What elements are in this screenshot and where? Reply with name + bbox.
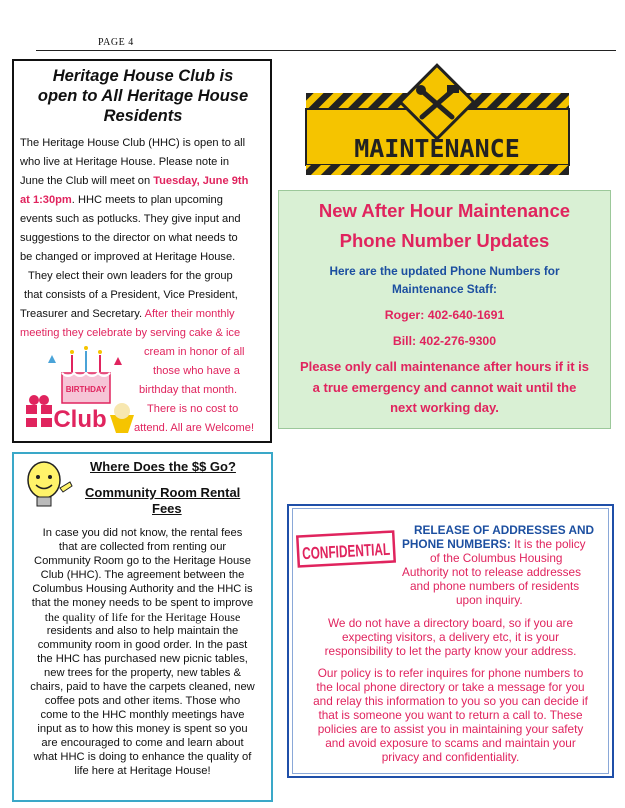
heritage-line-text: . HHC meets to plan upcoming [71, 194, 223, 206]
money-line: In case you did not know, the rental fees [42, 527, 243, 539]
heritage-line: events such as potlucks. They give input and [20, 213, 241, 225]
banner-text: MAINTENANCE [354, 134, 520, 163]
maintenance-banner [306, 71, 569, 178]
maintenance-note: Please only call maintenance after hours if it is [300, 359, 589, 374]
heritage-title [18, 66, 268, 126]
heritage-line: who live at Heritage House. Please note in [20, 156, 230, 168]
money-line: Columbus Housing Authority and the HHC is [32, 583, 253, 595]
maintenance-intro-2: Maintenance Staff: [392, 282, 497, 296]
celebrate-line: those who have a [153, 365, 240, 377]
release-para3-line: policies are to assist you in maintaining your safety [317, 722, 584, 736]
heritage-line [20, 305, 235, 325]
release-para3-line: and relay this information to you so you can decide if [313, 694, 588, 708]
maintenance-intro: Here are the updated Phone Numbers for [329, 264, 560, 278]
money-line: community room in good order. In the past [37, 639, 248, 651]
release-heading: RELEASE OF ADDRESSES AND [414, 523, 595, 537]
club-text: Club [53, 406, 107, 433]
money-subtitle: Community Room Rental [85, 485, 241, 500]
money-line: chairs, paid to have the carpets cleaned, new [30, 681, 255, 693]
release-para3-line: that is someone you want to return a call to. These [318, 708, 583, 722]
money-line: Club (HHC). The agreement between the [40, 569, 245, 581]
money-line: that are collected from renting our [58, 541, 227, 553]
money-line: input as to how this money is spent so you [37, 723, 248, 735]
release-heading-2: PHONE NUMBERS: [402, 537, 511, 551]
page-number: PAGE 4 [98, 37, 134, 48]
celebrate-text: After their monthly [144, 308, 235, 320]
money-title: Where Does the $$ Go? [90, 459, 236, 474]
release-line: and phone numbers of residents [410, 579, 580, 593]
release-heading-line [402, 537, 586, 551]
release-para2-line: We do not have a directory board, so if you are [327, 616, 574, 630]
money-line: new trees for the property, new tables & [44, 667, 241, 679]
money-subtitle-2: Fees [152, 501, 182, 516]
money-line: that the money needs to be spent to improve [31, 597, 254, 609]
release-para2-line: expecting visitors, a delivery etc, it is your [341, 630, 559, 644]
cake-text: BIRTHDAY [65, 385, 107, 394]
heritage-title-line-1: Heritage House Club is [52, 67, 234, 85]
money-line: come to the HHC monthly meetings have [40, 709, 245, 721]
release-para3-line: the local phone directory or take a message for you [316, 680, 585, 694]
heritage-line: The Heritage House Club (HHC) is open to all [20, 137, 246, 149]
release-para3-line: privacy and confidentiality. [381, 750, 520, 764]
release-para3-line: Our policy is to refer inquires for phone numbers to [317, 666, 584, 680]
confidential-stamp [296, 530, 430, 570]
money-line: the HHC has purchased new picnic tables, [37, 653, 248, 665]
heritage-line [20, 191, 223, 211]
heritage-line: that consists of a President, Vice President, [24, 289, 238, 301]
stamp-text: CONFIDENTIAL [301, 537, 430, 564]
heritage-line-text: June the Club will meet on [20, 175, 154, 187]
heritage-line: be changed or improved at Heritage House. [20, 251, 236, 263]
heritage-title-line-2: open to All Heritage House [37, 87, 249, 105]
celebrate-line: meeting they celebrate by serving cake & ice [20, 327, 241, 339]
money-line: coffee pots and other items. Those who [44, 695, 241, 707]
money-line: are encouraged to come and learn about [41, 737, 244, 749]
heritage-line: They elect their own leaders for the group [28, 270, 233, 282]
header-rule [36, 50, 616, 51]
money-line: life here at Heritage House! [74, 765, 211, 777]
money-line: Community Room go to the Heritage House [33, 555, 251, 567]
celebrate-line: There is no cost to [147, 403, 239, 415]
release-head-rest: It is the policy [510, 537, 586, 551]
release-line: of the Columbus Housing [430, 551, 563, 565]
meeting-date: Tuesday, June 9th [153, 175, 249, 187]
celebrate-line: cream in honor of all [144, 346, 245, 358]
release-para3-line: and avoid exposure to scams and maintain your [325, 736, 576, 750]
celebrate-line: attend. All are Welcome! [134, 422, 255, 434]
money-line: residents and also to help maintain the [46, 625, 239, 637]
maintenance-title: New After Hour Maintenance [318, 200, 571, 221]
release-line: Authority not to release addresses [402, 565, 582, 579]
meeting-time: at 1:30pm [20, 194, 72, 206]
money-line: the quality of life for the Heritage House [44, 610, 241, 624]
lightbulb-icon [20, 458, 76, 514]
birthday-club-graphic [18, 345, 134, 437]
heritage-line-text: Treasurer and Secretary. [20, 308, 145, 320]
contact-roger: Roger: 402-640-1691 [384, 308, 505, 322]
maintenance-title-2: Phone Number Updates [339, 230, 550, 251]
release-para2-line: responsibility to let the party know your address. [324, 644, 577, 658]
heritage-line [20, 172, 248, 192]
release-line: upon inquiry. [456, 593, 523, 607]
maintenance-note: a true emergency and cannot wait until the [312, 380, 577, 395]
contact-bill: Bill: 402-276-9300 [392, 334, 497, 348]
money-line: what HHC is doing to enhance the quality of [33, 751, 252, 763]
maintenance-note: next working day. [390, 400, 499, 415]
celebrate-line: birthday that month. [139, 384, 238, 396]
heritage-title-line-3: Residents [103, 107, 183, 125]
heritage-line: suggestions to the director on what needs to [20, 232, 238, 244]
